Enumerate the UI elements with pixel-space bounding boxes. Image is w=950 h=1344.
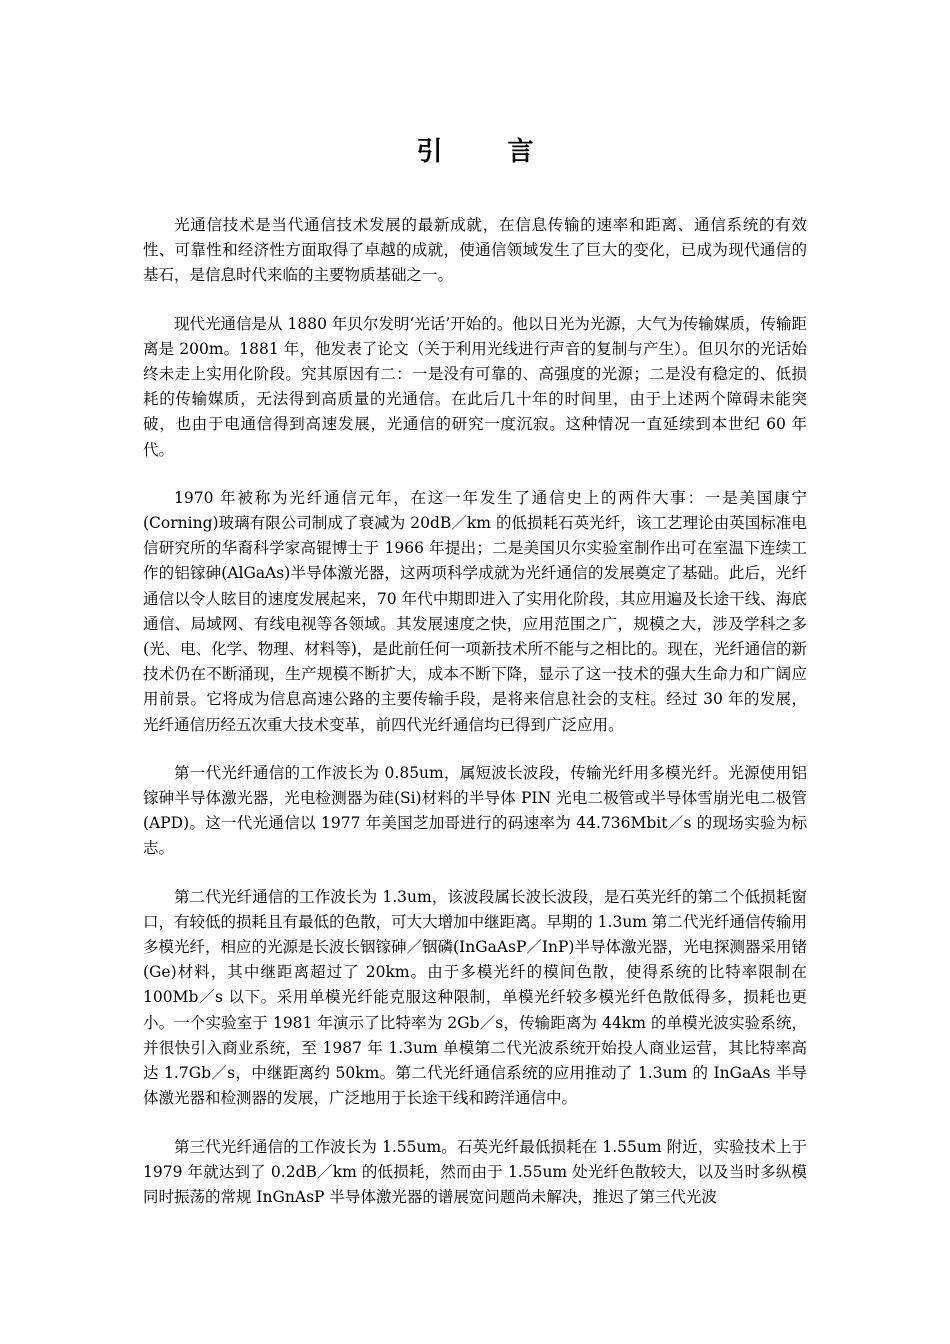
paragraph-third-generation: 第三代光纤通信的工作波长为 1.55um。石英光纤最低损耗在 1.55um 附近，实验技术上于 1979 年就达到了 0.2dB／km 的低损耗，然而由于 1.55um 处光纤色散较大，以及当时多纵模同时振荡的常规 InGnAsP 半导体激光器的谱展宽问题尚未解决，推迟了第三代光波 xyxy=(143,1137,807,1206)
page-title: 引 言 xyxy=(416,137,562,167)
paragraph-intro: 光通信技术是当代通信技术发展的最新成就，在信息传输的速率和距离、通信系统的有效性、可靠性和经济性方面取得了卓越的成就，使通信领域发生了巨大的变化，已成为现代通信的基石，是信息时代来临的主要物质基础之一。 xyxy=(143,216,807,285)
document-page xyxy=(143,132,807,1233)
paragraph-history: 现代光通信是从 1880 年贝尔发明‘光话’开始的。他以日光为光源，大气为传输媒质，传输距离是 200m。1881 年，他发表了论文（关于利用光线进行声音的复制与产生）。但贝尔的光话始终未走上实用化阶段。究其原因有二：一是没有可靠的、高强度的光源；二是没有稳定的、低损耗的传输媒质，无法得到高质量的光通信。在此后几十年的时间里，由于上述两个障碍未能突破，也由于电通信得到高速发展，光通信的研究一度沉寂。这种情况一直延续到本世纪 60 年代。 xyxy=(143,314,807,459)
paragraph-1970: 1970 年被称为光纤通信元年，在这一年发生了通信史上的两件大事：一是美国康宁(Corning)玻璃有限公司制成了衰减为 20dB／km 的低损耗石英光纤，该工艺理论由英国标准电信研究所的华裔科学家高锟博士于 1966 年提出；二是美国贝尔实验室制作出可在室温下连续工作的铝镓砷(AlGaAs)半导体激光器，这两项科学成就为光纤通信的发展奠定了基础。此后，光纤通信以令人眩目的速度发展起来，70 年代中期即进入了实用化阶段，其应用遍及长途干线、海底通信、局域网、有线电视等各领域。其发展速度之快，应用范围之广，规模之大，涉及学科之多(光、电、化学、物理、材料等)，是此前任何一项新技术所不能与之相比的。现在，光纤通信的新技术仍在不断涌现，生产规模不断扩大，成本不断下降，显示了这一技术的强大生命力和广阔应用前景。它将成为信息高速公路的主要传输手段，是将来信息社会的支柱。经过 30 年的发展，光纤通信历经五次重大技术变革，前四代光纤通信均已得到广泛应用。 xyxy=(143,488,807,734)
paragraph-second-generation: 第二代光纤通信的工作波长为 1.3um，该波段属长波长波段，是石英光纤的第二个低损耗窗口，有较低的损耗且有最低的色散，可大大增加中继距离。早期的 1.3um 第二代光纤通信传输用多模光纤，相应的光源是长波长铟镓砷／铟磷(InGaAsP／InP)半导体激光器，光电探测器采用锗(Ge)材料，其中继距离超过了 20km。由于多模光纤的模间色散，使得系统的比特率限制在 100Mb／s 以下。采用单模光纤能克服这种限制，单模光纤较多模光纤色散低得多，损耗也更小。一个实验室于 1981 年演示了比特率为 2Gb／s，传输距离为 44km 的单模光波实验系统，并很快引入商业系统，至 1987 年 1.3um 单模第二代光波系统开始投人商业运营，其比特率高达 1.7Gb／s，中继距离约 50km。第二代光纤通信系统的应用推动了 1.3um 的 InGaAs 半导体激光器和检测器的发展，广泛地用于长途干线和跨洋通信中。 xyxy=(143,887,807,1108)
paragraph-first-generation: 第一代光纤通信的工作波长为 0.85um，属短波长波段，传输光纤用多模光纤。光源使用铝镓砷半导体激光器，光电检测器为硅(Si)材料的半导体 PIN 光电二极管或半导体雪崩光电二极管(APD)。这一代光通信以 1977 年美国芝加哥进行的码速率为 44.736Mbit／s 的现场实验为标志。 xyxy=(143,763,807,858)
